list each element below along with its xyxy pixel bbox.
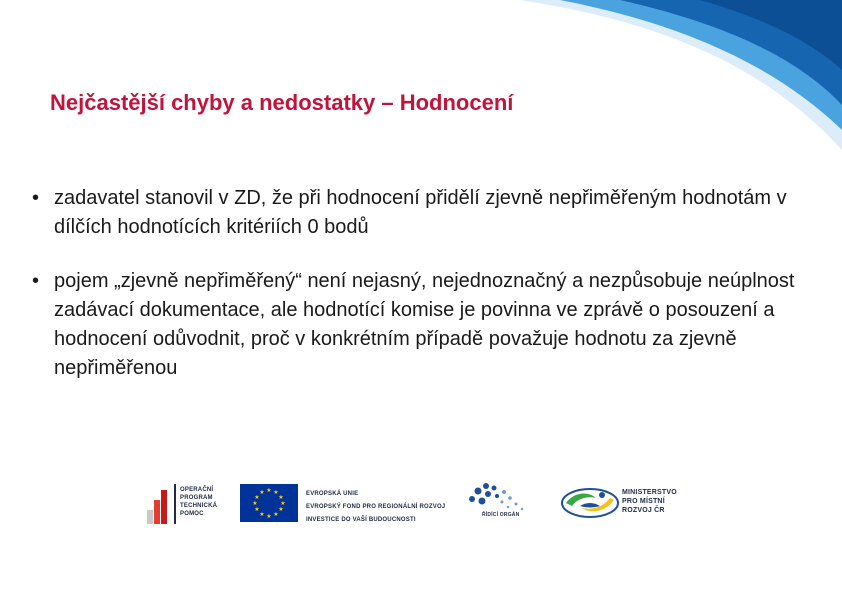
mmr-logo-text: MINISTERSTVO PRO MÍSTNÍ ROZVOJ ČR <box>622 489 677 514</box>
svg-text:★: ★ <box>254 494 260 501</box>
slide-title: Nejčastější chyby a nedostatky – Hodnocení <box>50 90 514 115</box>
svg-text:★: ★ <box>280 500 286 507</box>
svg-text:★: ★ <box>273 489 279 496</box>
bullet-item <box>32 184 832 242</box>
header-swoosh-decoration <box>0 0 842 160</box>
eu-logo-text: EVROPSKÁ UNIE EVROPSKÝ FOND PRO REGIONÁLNÍ ROZVOJ INVESTICE DO VAŠÍ BUDOUCNOSTI <box>306 491 446 523</box>
ko-logo-text: ŘÍDÍCÍ ORGÁN <box>482 512 520 518</box>
svg-text:★: ★ <box>266 487 272 494</box>
eu-flag-icon <box>240 484 298 522</box>
bullet-item <box>32 267 832 383</box>
bullet-text: pojem „zjevně nepřiměřený“ není nejasný, nejednoznačný a nezpůsobuje neúplnost zadávací dokumentace, ale hodnotící komise je povinna ve zprávě o posouzení a hodnocení odůvodnit, proč v konkrétním případě považuje hodnotu za zjevně nepřiměřenou <box>54 270 795 379</box>
svg-text:★: ★ <box>273 511 279 518</box>
bullet-marker: • <box>32 187 40 209</box>
ko-dots-logo-icon <box>464 482 534 526</box>
svg-text:★: ★ <box>266 513 272 520</box>
logo-strip <box>0 478 842 538</box>
svg-text:★: ★ <box>259 489 265 496</box>
svg-text:★: ★ <box>278 506 284 513</box>
op-tp-logo-icon <box>147 490 171 524</box>
svg-text:★: ★ <box>259 511 265 518</box>
svg-text:★: ★ <box>252 500 258 507</box>
svg-text:★: ★ <box>254 506 260 513</box>
bullet-text: zadavatel stanovil v ZD, že při hodnocení přidělí zjevně nepřiměřeným hodnotám v dílčích hodnotících kritériích 0 bodů <box>54 187 787 238</box>
bullet-list <box>32 184 832 408</box>
svg-text:★: ★ <box>278 494 284 501</box>
mmr-logo-icon <box>560 486 620 520</box>
bullet-marker: • <box>32 270 40 292</box>
op-tp-logo-text: OPERAČNÍ PROGRAM TECHNICKÁ POMOC <box>180 487 218 517</box>
op-tp-divider <box>174 484 176 524</box>
